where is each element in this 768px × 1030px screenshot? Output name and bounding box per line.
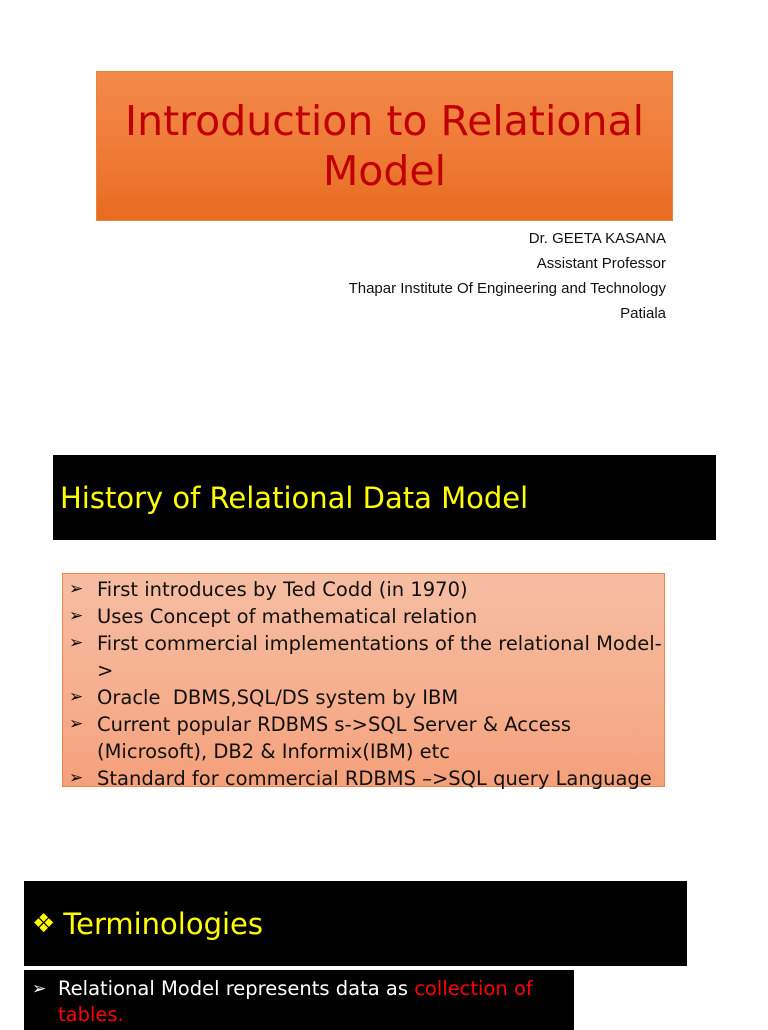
- list-item: [69, 711, 664, 765]
- author-name: Dr. GEETA KASANA: [528, 230, 666, 247]
- history-heading: History of Relational Data Model: [60, 480, 529, 515]
- terminologies-content-bar: [24, 970, 574, 1030]
- list-item-text: Uses Concept of mathematical relation: [97, 605, 478, 628]
- list-item: [69, 765, 664, 792]
- history-heading-bar: [53, 455, 716, 540]
- list-item: [69, 684, 664, 711]
- arrow-bullet-icon: ➢: [69, 687, 84, 707]
- list-item-text: Oracle DBMS,SQL/DS system by IBM: [97, 686, 459, 709]
- arrow-bullet-icon: ➢: [69, 606, 84, 626]
- list-item-text: First introduces by Ted Codd (in 1970): [97, 578, 468, 601]
- arrow-bullet-icon: ➢: [69, 714, 84, 734]
- author-institute: Thapar Institute Of Engineering and Technology: [348, 280, 666, 297]
- terminologies-heading: Terminologies: [63, 906, 263, 941]
- list-item: [69, 603, 664, 630]
- four-diamond-icon: ❖: [32, 908, 56, 938]
- list-item-text: Current popular RDBMS s->SQL Server & Access (Microsoft), DB2 & Informix(IBM) etc: [97, 713, 578, 763]
- author-position: Assistant Professor: [536, 255, 666, 272]
- terminologies-heading-bar: [24, 881, 687, 966]
- slide-title: Introduction to Relational Model: [125, 97, 644, 195]
- arrow-bullet-icon: ➢: [32, 979, 47, 998]
- author-info: [349, 226, 666, 326]
- arrow-bullet-icon: ➢: [69, 768, 84, 788]
- list-item: [69, 576, 664, 603]
- list-item-text: First commercial implementations of the relational Model->: [97, 632, 662, 682]
- terminology-highlight: collection of tables.: [58, 977, 533, 1026]
- terminology-text: Relational Model represents data as: [58, 977, 415, 1000]
- title-banner: [96, 71, 673, 221]
- arrow-bullet-icon: ➢: [69, 579, 84, 599]
- history-bullets-box: [62, 573, 665, 790]
- history-bullet-list: [69, 576, 664, 792]
- terminology-bullet: [58, 976, 558, 1028]
- author-city: Patiala: [620, 305, 666, 322]
- arrow-bullet-icon: ➢: [69, 633, 84, 653]
- list-item-text: Standard for commercial RDBMS –>SQL query Language: [97, 767, 652, 790]
- list-item: [69, 630, 664, 684]
